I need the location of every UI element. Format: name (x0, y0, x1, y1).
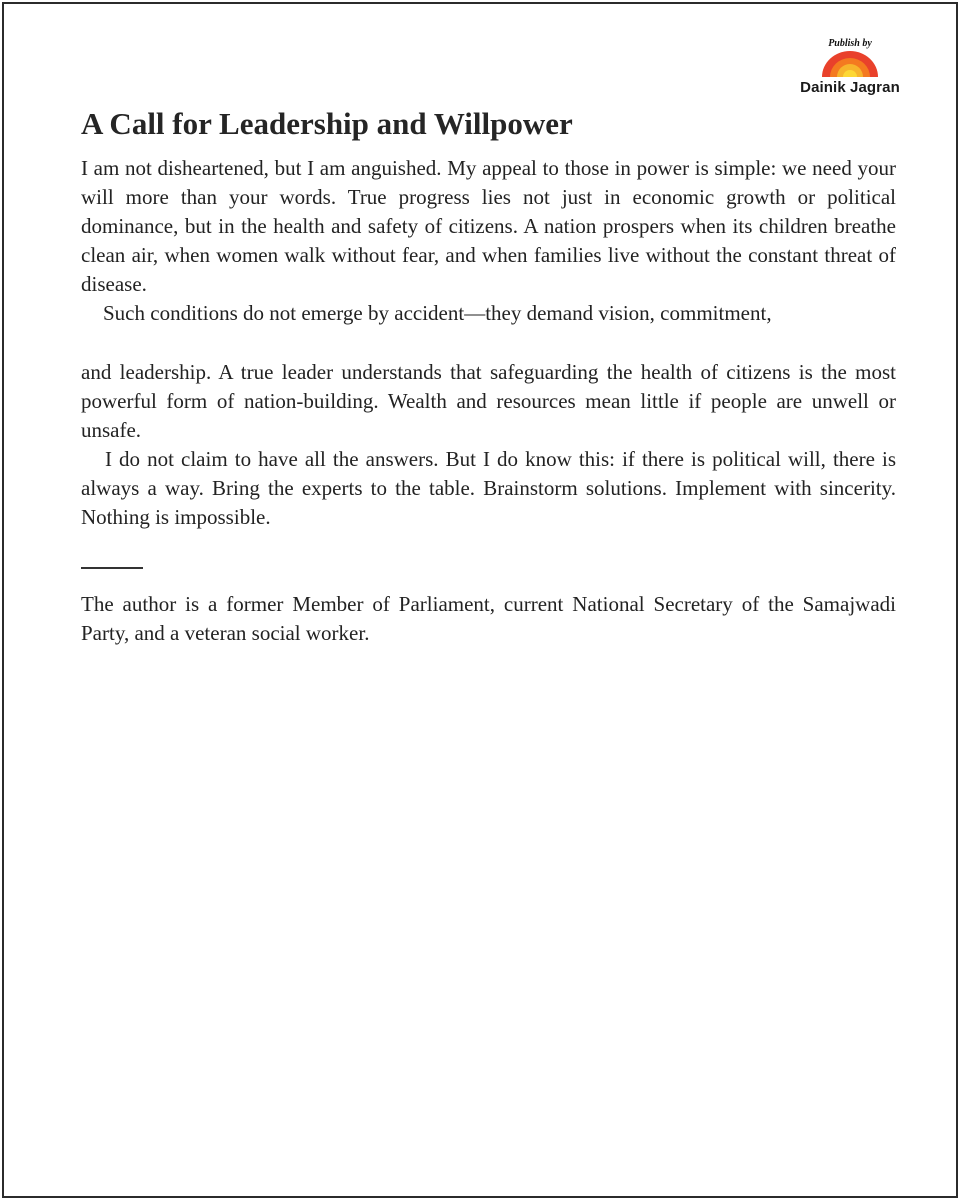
publisher-block (800, 38, 900, 96)
article-paragraph: I am not disheartened, but I am anguished. My appeal to those in power is simple: we need your will more than your words. True progress lies not just in economic growth or political dominance, but in the health and safety of citizens. A nation prospers when its children breathe clean air, when women walk without fear, and when families live without the constant threat of disease. (81, 156, 896, 296)
dainik-jagran-sun-logo (821, 51, 879, 77)
author-note: The author is a former Member of Parliament, current National Secretary of the Samajwadi Party, and a veteran social worker. (81, 592, 896, 645)
article-paragraph: and leadership. A true leader understands that safeguarding the health of citizens is the most powerful form of nation-building. Wealth and resources mean little if people are unwell or unsafe. (81, 360, 896, 442)
article-title: A Call for Leadership and Willpower (81, 106, 573, 141)
article-paragraph: Such conditions do not emerge by accident—they demand vision, commitment, (103, 301, 772, 325)
divider-rule (81, 567, 143, 569)
publish-by-label: Publish by (828, 38, 872, 49)
publisher-name: Dainik Jagran (800, 79, 900, 96)
article (81, 102, 896, 648)
article-paragraph: I do not claim to have all the answers. But I do know this: if there is political will, there is always a way. Bring the experts to the table. Brainstorm solutions. Implement with sincerity. Nothing is impossible. (81, 447, 896, 529)
